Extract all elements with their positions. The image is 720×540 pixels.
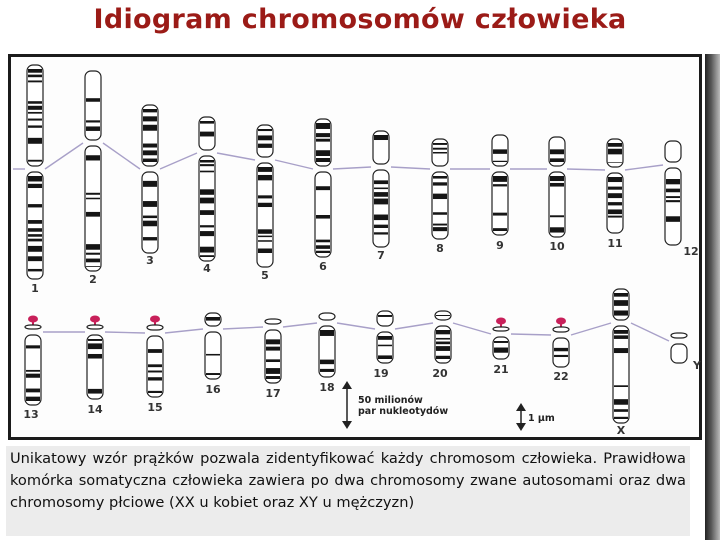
chromosome-band [26, 370, 40, 372]
chromosome-band [28, 160, 42, 162]
centromere-guide-line [160, 153, 197, 169]
centromere-guide-line [333, 167, 371, 169]
chromosome-band [266, 368, 280, 374]
chromosome-band [258, 167, 272, 172]
chromosome-q-arm [315, 172, 331, 257]
chromosome-22 [553, 318, 569, 384]
chromosome-label: 15 [147, 401, 163, 414]
chromosome-band [143, 144, 157, 148]
chromosome-band [200, 189, 214, 194]
chromosome-band [200, 255, 214, 257]
chromosome-band [266, 347, 280, 351]
chromosome-label: 6 [319, 260, 327, 273]
chromosome-band [200, 198, 214, 204]
chromosome-band [493, 213, 507, 216]
chromosome-label: 7 [377, 249, 385, 262]
chromosome-p-arm [377, 311, 393, 326]
chromosome-band [148, 364, 162, 367]
micrometer-label: 1 μm [528, 413, 555, 424]
scale-label-line2: par nukleotydów [358, 406, 449, 417]
chromosome-band [433, 182, 447, 185]
chromosome-band [86, 155, 100, 160]
chromosome-label: 2 [89, 273, 97, 286]
micrometer-arrow-down [516, 423, 526, 431]
chromosome-band [433, 194, 447, 199]
chromosome-band [316, 123, 330, 129]
chromosome-band [143, 116, 157, 121]
chromosome-band [433, 148, 447, 150]
chromosome-band [316, 139, 330, 142]
chromosome-band [433, 143, 447, 145]
chromosome-band [26, 345, 40, 348]
chromosome-band [614, 399, 628, 405]
chromosome-band [143, 109, 157, 112]
chromosome-band [200, 225, 214, 227]
chromosome-band [200, 171, 214, 173]
chromosome-band [258, 240, 272, 242]
chromosome-band [28, 69, 42, 73]
centromere-guide-line [217, 153, 255, 160]
chromosome-p-arm [493, 327, 509, 331]
chromosome-band [86, 126, 100, 130]
chromosome-band [28, 269, 42, 271]
chromosome-p-arm [25, 325, 41, 329]
centromere-guide-line [165, 329, 203, 333]
centromere-guide-line [511, 334, 551, 335]
chromosome-band [28, 138, 42, 144]
chromosome-band [666, 196, 680, 198]
chromosome-band [28, 228, 42, 232]
chromosome-band [316, 186, 330, 190]
chromosome-label: 13 [23, 408, 39, 421]
chromosome-band [148, 371, 162, 373]
chromosome-2 [85, 71, 101, 286]
caption-text: Unikatowy wzór prążków pozwala zidentyfikować każdy chromosom człowieka. Prawidłowa komórka somatyczna człowieka zawiera po dwa chromosomy zwane autosomami oraz dwa chromosomy płciowe (XX u kobiet oraz XY u mężczyzn) [6, 446, 690, 536]
chromosome-band [86, 266, 100, 267]
chromosome-label: 8 [436, 242, 444, 255]
chromosome-band [378, 355, 392, 359]
chromosome-20 [432, 311, 451, 380]
chromosome-band [378, 315, 392, 317]
chromosome-band [374, 180, 388, 184]
chromosome-band [258, 175, 272, 180]
chromosome-band [493, 184, 507, 186]
chromosome-band [148, 377, 162, 380]
chromosome-band [374, 215, 388, 221]
chromosome-band [436, 330, 450, 334]
chromosome-band [550, 176, 564, 181]
chromosome-band [320, 360, 334, 365]
chromosome-band [433, 227, 447, 231]
chromosome-band [28, 204, 42, 207]
chromosome-band [608, 209, 622, 214]
chromosome-p-arm [27, 65, 43, 166]
chromosome-band [148, 349, 162, 353]
chromosome-band [608, 187, 622, 190]
scale-label-line1: 50 milionów [358, 395, 423, 406]
chromosome-band [143, 150, 157, 155]
chromosome-band [550, 227, 564, 232]
chromosome-19 [373, 311, 393, 380]
chromosome-band [666, 179, 680, 184]
chromosome-21 [493, 318, 509, 377]
chromosome-10 [549, 137, 565, 253]
chromosome-band [26, 397, 40, 401]
chromosome-band [554, 355, 568, 357]
centromere-guide-line [571, 323, 611, 335]
chromosome-q-arm [613, 326, 629, 423]
chromosome-label: 1 [31, 282, 39, 295]
chromosome-band [143, 216, 157, 219]
satellite-mark [28, 316, 38, 323]
chromosome-band [554, 348, 568, 351]
chromosome-p-arm [265, 319, 281, 324]
micrometer-arrow-up [516, 403, 526, 411]
centromere-guide-line [45, 143, 83, 169]
chromosome-band [614, 293, 628, 297]
chromosome-band [666, 189, 680, 193]
chromosome-18 [319, 313, 335, 394]
chromosome-p-arm [671, 333, 687, 338]
chromosome-band [320, 369, 334, 372]
chromosome-band [493, 228, 507, 231]
chromosome-band [374, 135, 388, 140]
chromosome-band [258, 195, 272, 198]
chromosome-label: 4 [203, 262, 211, 275]
chromosome-q-arm [27, 172, 43, 279]
chromosome-band [258, 144, 272, 148]
chromosome-band [433, 224, 447, 226]
chromosome-band [374, 188, 388, 190]
chromosome-3 [142, 105, 158, 267]
chromosome-band [28, 119, 42, 121]
chromosome-band [86, 244, 100, 250]
centromere-guide-line [631, 323, 669, 341]
chromosome-p-arm [87, 325, 103, 329]
chromosome-band [88, 389, 102, 394]
chromosome-band [258, 229, 272, 233]
centromere-guide-line [105, 332, 145, 333]
satellite-mark [90, 316, 100, 323]
chromosome-4 [199, 117, 215, 275]
chromosome-band [86, 253, 100, 255]
chromosome-band [258, 135, 272, 140]
chromosome-band [608, 149, 622, 155]
chromosome-band [143, 237, 157, 240]
centromere-guide-line [453, 323, 491, 334]
chromosome-label: 22 [553, 370, 569, 383]
chromosome-label: 12 [683, 245, 699, 258]
chromosome-band [614, 385, 628, 387]
chromosome-band [614, 348, 628, 353]
chromosome-p-arm [147, 325, 163, 330]
chromosome-band [26, 389, 40, 393]
centromere-guide-line [391, 167, 430, 169]
chromosome-band [316, 150, 330, 156]
centromere-guide-line [275, 160, 313, 169]
chromosome-band [378, 336, 392, 340]
chromosome-band [26, 374, 40, 378]
chromosome-p-arm [142, 105, 158, 166]
chromosome-label: 14 [87, 403, 103, 416]
chromosome-band [433, 176, 447, 179]
chromosome-band [88, 343, 102, 349]
chromosome-band [550, 183, 564, 187]
chromosome-band [28, 106, 42, 110]
chromosome-5 [257, 125, 273, 282]
chromosome-label: 20 [432, 367, 448, 380]
chromosome-band [143, 201, 157, 207]
scale-arrow-up [342, 381, 352, 389]
chromosome-band [614, 310, 628, 315]
chromosome-band [88, 354, 102, 359]
chromosome-band [86, 120, 100, 122]
chromosome-band [266, 359, 280, 362]
chromosome-band [614, 409, 628, 412]
chromosome-band [436, 356, 450, 359]
chromosome-band [378, 345, 392, 347]
chromosome-band [86, 193, 100, 195]
chromosome-q-arm [553, 338, 569, 367]
chromosome-band [316, 240, 330, 243]
satellite-mark [496, 318, 506, 325]
chromosome-15 [147, 316, 163, 415]
chromosome-band [143, 125, 157, 131]
chromosome-band [258, 203, 272, 207]
chromosome-band [28, 80, 42, 82]
idiogram-drawing [11, 57, 699, 437]
centromere-guide-line [283, 323, 317, 327]
chromosome-band [88, 339, 102, 341]
chromosome-band [433, 152, 447, 154]
chromosome-band [614, 417, 628, 419]
chromosome-band [550, 158, 564, 162]
centromere-guide-line [625, 165, 663, 170]
chromosome-band [494, 341, 508, 343]
centromere-guide-line [395, 323, 433, 329]
chromosome-14 [87, 316, 103, 417]
chromosome-band [608, 162, 622, 163]
chromosome-band [550, 149, 564, 154]
chromosome-band [143, 181, 157, 187]
chromosome-6 [315, 119, 331, 273]
chromosome-11 [607, 139, 623, 250]
satellite-mark [150, 316, 160, 323]
chromosome-band [28, 234, 42, 237]
chromosome-9 [492, 135, 508, 252]
chromosome-band [374, 232, 388, 234]
chromosome-band [316, 215, 330, 219]
chromosome-band [28, 112, 42, 114]
centromere-guide-line [567, 169, 605, 170]
chromosome-band [493, 149, 507, 153]
chromosome-Y [671, 333, 702, 372]
chromosome-band [266, 339, 280, 344]
chromosome-q-arm [85, 146, 101, 271]
chromosome-band [200, 164, 214, 166]
chromosome-band [200, 132, 214, 137]
chromosome-band [493, 161, 507, 162]
chromosome-q-arm [265, 330, 281, 383]
chromosome-band [494, 348, 508, 353]
chromosome-label: 18 [319, 381, 335, 394]
chromosome-band [200, 210, 214, 215]
chromosome-band [436, 342, 450, 345]
chromosome-label: 17 [265, 387, 281, 400]
chromosome-band [200, 121, 214, 124]
decorative-edge [705, 54, 720, 540]
chromosome-band [86, 198, 100, 200]
chromosome-band [206, 373, 220, 375]
chromosome-label: 16 [205, 383, 221, 396]
chromosome-band [614, 330, 628, 334]
centromere-guide-line [223, 327, 263, 329]
chromosome-12 [665, 141, 699, 258]
chromosome-band [608, 193, 622, 198]
chromosome-band [608, 216, 622, 218]
chromosome-label: Y [693, 359, 701, 372]
page-title: Idiogram chromosomów człowieka [93, 4, 627, 35]
chromosome-band [86, 212, 100, 217]
chromosome-band [200, 160, 214, 163]
chromosome-band [206, 317, 220, 321]
chromosome-band [374, 192, 388, 197]
chromosome-band [28, 101, 42, 104]
chromosome-band [320, 330, 334, 336]
chromosome-band [28, 125, 42, 127]
chromosome-p-arm [319, 313, 335, 320]
chromosome-band [550, 215, 564, 217]
chromosome-band [258, 129, 272, 131]
chromosome-band [86, 98, 100, 102]
chromosome-label: X [616, 424, 626, 437]
chromosome-band [614, 335, 628, 339]
chromosome-p-arm [553, 327, 569, 332]
chromosome-band [258, 248, 272, 253]
chromosome-q-arm [671, 344, 687, 363]
chromosome-17 [265, 319, 281, 400]
chromosome-band [436, 346, 450, 351]
chromosome-band [436, 315, 450, 316]
chromosome-band [28, 75, 42, 78]
chromosome-band [28, 246, 42, 252]
chromosome-band [266, 376, 280, 379]
chromosome-band [608, 202, 622, 205]
scale-arrow-down [342, 421, 352, 429]
chromosome-X [613, 289, 629, 437]
chromosome-band [28, 184, 42, 188]
chromosome-band [28, 220, 42, 224]
chromosome-label: 21 [493, 363, 509, 376]
chromosome-band [200, 231, 214, 236]
chromosome-1 [27, 65, 43, 295]
chromosome-band [433, 212, 447, 215]
chromosome-band [608, 177, 622, 182]
chromosome-p-arm [665, 141, 681, 162]
chromosome-q-arm [549, 172, 565, 237]
centromere-guide-line [337, 323, 375, 329]
chromosome-band [143, 159, 157, 162]
chromosome-band [374, 225, 388, 228]
chromosome-band [374, 199, 388, 205]
chromosome-label: 3 [146, 254, 154, 267]
chromosome-band [316, 251, 330, 253]
chromosome-16 [205, 313, 221, 396]
chromosome-13 [23, 316, 41, 422]
chromosome-band [436, 338, 450, 340]
chromosome-band [206, 354, 220, 356]
chromosome-band [200, 247, 214, 253]
chromosome-7 [373, 131, 389, 262]
chromosome-label: 5 [261, 269, 269, 282]
chromosome-8 [432, 139, 448, 255]
chromosome-band [316, 133, 330, 137]
chromosome-band [493, 176, 507, 182]
chromosome-band [666, 200, 680, 202]
chromosome-q-arm [205, 332, 221, 379]
chromosome-label: 11 [607, 237, 623, 250]
chromosome-label: 10 [549, 240, 565, 253]
chromosome-band [28, 239, 42, 242]
chromosome-label: 9 [496, 239, 504, 252]
scale-bar [342, 381, 555, 431]
chromosome-label: 19 [373, 367, 389, 380]
chromosome-band [258, 236, 272, 238]
chromosome-band [666, 216, 680, 222]
chromosome-band [148, 391, 162, 393]
chromosome-band [28, 256, 42, 261]
chromosome-band [316, 245, 330, 249]
chromosome-band [86, 259, 100, 263]
satellite-mark [556, 318, 566, 325]
chromosome-band [608, 143, 622, 147]
chromosome-band [28, 176, 42, 181]
chromosome-band [614, 300, 628, 306]
idiogram-panel [8, 54, 702, 440]
chromosome-band [143, 221, 157, 227]
centromere-guide-line [103, 143, 140, 169]
chromosome-band [316, 158, 330, 162]
